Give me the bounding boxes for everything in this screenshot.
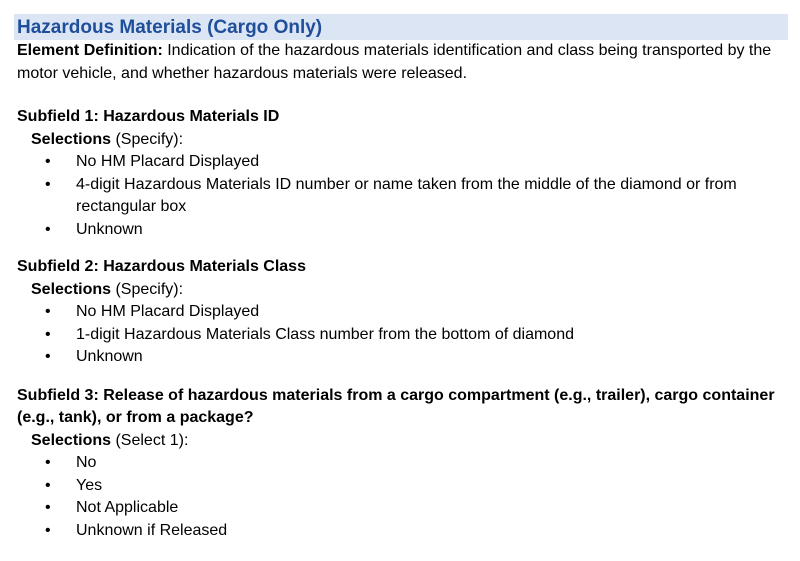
element-definition (14, 40, 788, 85)
subfield-3 (14, 385, 788, 543)
subfield-heading: Subfield 1: Hazardous Materials ID (17, 108, 280, 125)
section-title (14, 14, 788, 40)
list-item (14, 219, 788, 242)
element-definition-label: Element Definition: (17, 42, 163, 59)
bullet-icon: • (45, 476, 51, 494)
option-text: No (76, 454, 97, 471)
bullet-icon: • (45, 521, 51, 539)
option-text: Yes (76, 476, 103, 494)
selections-label: Selections (31, 280, 112, 298)
list-item (14, 301, 788, 324)
options-list (14, 301, 788, 369)
subfield-2 (14, 256, 788, 369)
option-text: Unknown if Released (76, 521, 228, 539)
list-item (14, 324, 788, 347)
selections-line (14, 129, 788, 152)
bullet-icon: • (45, 175, 51, 193)
selections-label: Selections (31, 431, 112, 449)
list-item (14, 475, 788, 498)
selections-line (14, 279, 788, 302)
document-page (14, 14, 788, 542)
selections-note: (Specify): (111, 130, 184, 148)
list-item (14, 520, 788, 543)
options-list (14, 452, 788, 542)
list-item (14, 346, 788, 369)
element-definition-text: Indication of the hazardous materials identification and class being transported by the motor vehicle, and whether hazardous materials were released. (17, 42, 772, 82)
spacer (14, 85, 788, 106)
list-item (14, 151, 788, 174)
list-item (14, 452, 788, 475)
options-list (14, 151, 788, 241)
bullet-icon: • (45, 220, 51, 238)
bullet-icon: • (45, 325, 51, 343)
option-text: 1-digit Hazardous Materials Class number from the bottom of diamond (76, 325, 574, 343)
option-text: Unknown (76, 348, 143, 365)
subfield-1 (14, 106, 788, 241)
selections-line (14, 430, 788, 453)
option-text: Unknown (76, 220, 143, 238)
section-title-text: Hazardous Materials (Cargo Only) (17, 17, 323, 38)
option-text: No HM Placard Displayed (76, 153, 260, 170)
bullet-icon: • (45, 153, 51, 170)
bullet-icon: • (45, 499, 51, 516)
selections-note: (Select 1): (111, 431, 189, 449)
option-text: 4-digit Hazardous Materials ID number or name taken from the middle of the diamond or from rectangular box (76, 175, 737, 215)
bullet-icon: • (45, 303, 51, 320)
option-text: No HM Placard Displayed (76, 303, 260, 320)
spacer (14, 241, 788, 256)
bullet-icon: • (45, 454, 51, 471)
option-text: Not Applicable (76, 499, 179, 516)
selections-label: Selections (31, 130, 112, 148)
list-item (14, 174, 788, 219)
list-item (14, 497, 788, 520)
subfield-heading: Subfield 3: Release of hazardous materials from a cargo compartment (e.g., trailer), cargo container (e.g., tank), or from a package? (17, 386, 775, 426)
selections-note: (Specify): (111, 280, 184, 298)
subfield-heading: Subfield 2: Hazardous Materials Class (17, 258, 306, 275)
spacer (14, 369, 788, 385)
bullet-icon: • (45, 348, 51, 365)
